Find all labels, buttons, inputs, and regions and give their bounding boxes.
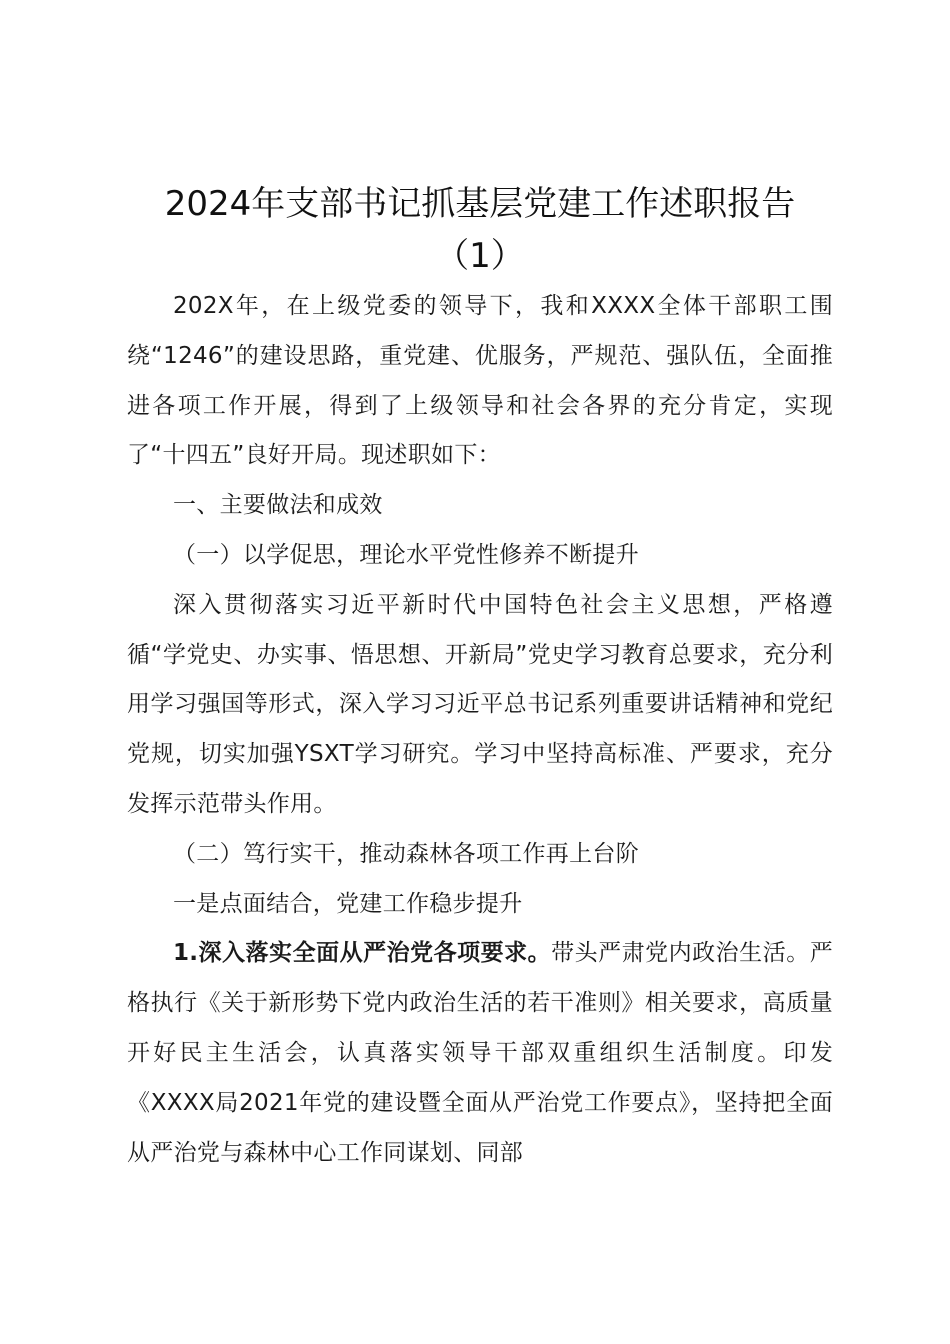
document-body (127, 178, 833, 1178)
paragraph-text: 带头严肃党内政治生活。严格执行《关于新形势下党内政治生活的若干准则》相关要求，高质量开好民主生活会，认真落实领导干部双重组织生活制度。印发《XXXX局2021年党的建设暨全面从严治党工作要点》，坚持把全面从严治党与森林中心工作同谋划、同部 (127, 940, 834, 1166)
intro-paragraph: 202X年，在上级党委的领导下，我和XXXX全体干部职工围绕“1246”的建设思路，重党建、优服务，严规范、强队伍，全面推进各项工作开展，得到了上级领导和社会各界的充分肯定，实现了“十四五”良好开局。现述职如下： (127, 293, 833, 469)
title-line-2: （1） (435, 236, 525, 276)
subsection-heading-2: （二）笃行实干，推动森林各项工作再上台阶 (173, 840, 639, 867)
title-line-1: 2024年支部书记抓基层党建工作述职报告 (164, 184, 796, 224)
document-title (127, 178, 833, 282)
paragraph-bold-lead: 1.深入落实全面从严治党各项要求。 (173, 940, 552, 967)
point-heading: 一是点面结合，党建工作稳步提升 (173, 890, 523, 917)
study-paragraph: 深入贯彻落实习近平新时代中国特色社会主义思想，严格遵循“学党史、办实事、悟思想、开新局”党史学习教育总要求，充分利用学习强国等形式，深入学习习近平总书记系列重要讲话精神和党纪党规，切实加强YSXT学习研究。学习中坚持高标准、严要求，充分发挥示范带头作用。 (127, 591, 833, 817)
section-heading: 一、主要做法和成效 (173, 492, 383, 519)
subsection-heading-1: （一）以学促思，理论水平党性修养不断提升 (173, 541, 639, 568)
party-discipline-paragraph (127, 929, 833, 1178)
